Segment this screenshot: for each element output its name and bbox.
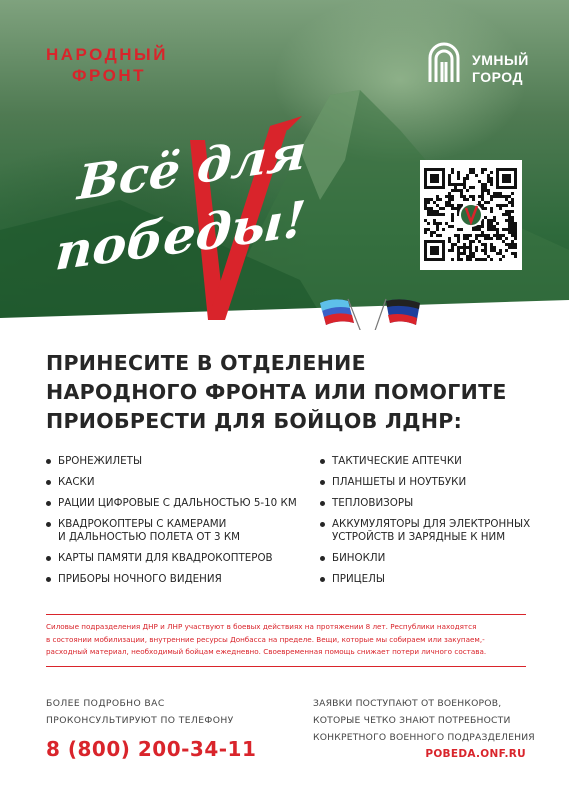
bullet-icon	[46, 501, 51, 506]
fingerprint-arch-icon	[424, 38, 464, 84]
list-item: КАРТЫ ПАМЯТИ ДЛЯ КВАДРОКОПТЕРОВ	[46, 552, 306, 565]
list-item: ПЛАНШЕТЫ И НОУТБУКИ	[320, 476, 550, 489]
org-logo-line2: ФРОНТ	[72, 66, 147, 85]
bullet-icon	[320, 459, 325, 464]
list-item: ПРИЦЕЛЫ	[320, 573, 550, 586]
org-logo-line1: НАРОДНЫЙ	[46, 45, 168, 64]
divider-top	[46, 614, 526, 615]
slogan-line2: победы!	[53, 189, 308, 282]
bullet-icon	[46, 480, 51, 485]
list-item: РАЦИИ ЦИФРОВЫЕ С ДАЛЬНОСТЬЮ 5-10 КМ	[46, 497, 306, 510]
city-logo-line2: ГОРОД	[472, 69, 523, 85]
list-item: КАСКИ	[46, 476, 306, 489]
headline	[46, 349, 526, 436]
slogan-line1: Всё для	[75, 124, 308, 212]
narodny-front-logo	[46, 44, 176, 86]
bullet-icon	[46, 522, 51, 527]
list-item: АККУМУЛЯТОРЫ ДЛЯ ЭЛЕКТРОННЫХ УСТРОЙСТВ И ЗАРЯДНЫЕ К НИМ	[320, 518, 550, 544]
bullet-icon	[320, 522, 325, 527]
footer-contact	[46, 695, 276, 761]
bullet-icon	[46, 556, 51, 561]
list-item: КВАДРОКОПТЕРЫ С КАМЕРАМИ И ДАЛЬНОСТЬЮ ПОЛЕТА ОТ 3 КМ	[46, 518, 306, 544]
bullet-icon	[320, 480, 325, 485]
headline-line1: ПРИНЕСИТЕ В ОТДЕЛЕНИЕ	[46, 351, 366, 375]
list-item: БИНОКЛИ	[320, 552, 550, 565]
requests-caption: ЗАЯВКИ ПОСТУПАЮТ ОТ ВОЕНКОРОВ, КОТОРЫЕ ЧЕТКО ЗНАЮТ ПОТРЕБНОСТИ КОНКРЕТНОГО ВОЕННОГО ПОДРАЗДЕЛЕНИЯ	[313, 698, 535, 743]
city-logo-line1: УМНЫЙ	[472, 52, 529, 68]
headline-line2: НАРОДНОГО ФРОНТА ИЛИ ПОМОГИТЕ	[46, 380, 507, 404]
website-link[interactable]: POBEDA.ONF.RU	[425, 748, 526, 760]
list-item: БРОНЕЖИЛЕТЫ	[46, 455, 306, 468]
bullet-icon	[320, 556, 325, 561]
phone-number-link[interactable]: 8 (800) 200-34-11	[46, 737, 257, 761]
list-item: ТАКТИЧЕСКИЕ АПТЕЧКИ	[320, 455, 550, 468]
qr-code[interactable]	[420, 160, 522, 270]
smart-city-logo	[424, 38, 544, 88]
header-banner	[0, 0, 569, 330]
bullet-icon	[46, 577, 51, 582]
contact-caption: БОЛЕЕ ПОДРОБНО ВАС ПРОКОНСУЛЬТИРУЮТ ПО ТЕЛЕФОНУ	[46, 698, 234, 726]
headline-line3: ПРИОБРЕСТИ ДЛЯ БОЙЦОВ ЛДНР:	[46, 409, 463, 433]
qr-code-image	[424, 164, 518, 266]
notice-text: Силовые подразделения ДНР и ЛНР участвуют в боевых действиях на протяжении 8 лет. Республики находятся в состоянии мобилизации, внутренние ресурсы Донбасса на пределе. Вещи, которые мы собираем или закупаем,- расходный материал, необходимый бойцам ежедневно. Своевременная помощь снижает потери личного состава.	[46, 622, 487, 657]
list-item: ТЕПЛОВИЗОРЫ	[320, 497, 550, 510]
bullet-icon	[320, 577, 325, 582]
divider-bottom	[46, 666, 526, 667]
supplies-list-left	[46, 455, 306, 594]
bullet-icon	[46, 459, 51, 464]
supplies-list-right	[320, 455, 550, 594]
dpr-lpr-flags	[316, 293, 428, 330]
bullet-icon	[320, 501, 325, 506]
footer-requests	[313, 695, 535, 760]
list-item: ПРИБОРЫ НОЧНОГО ВИДЕНИЯ	[46, 573, 306, 586]
